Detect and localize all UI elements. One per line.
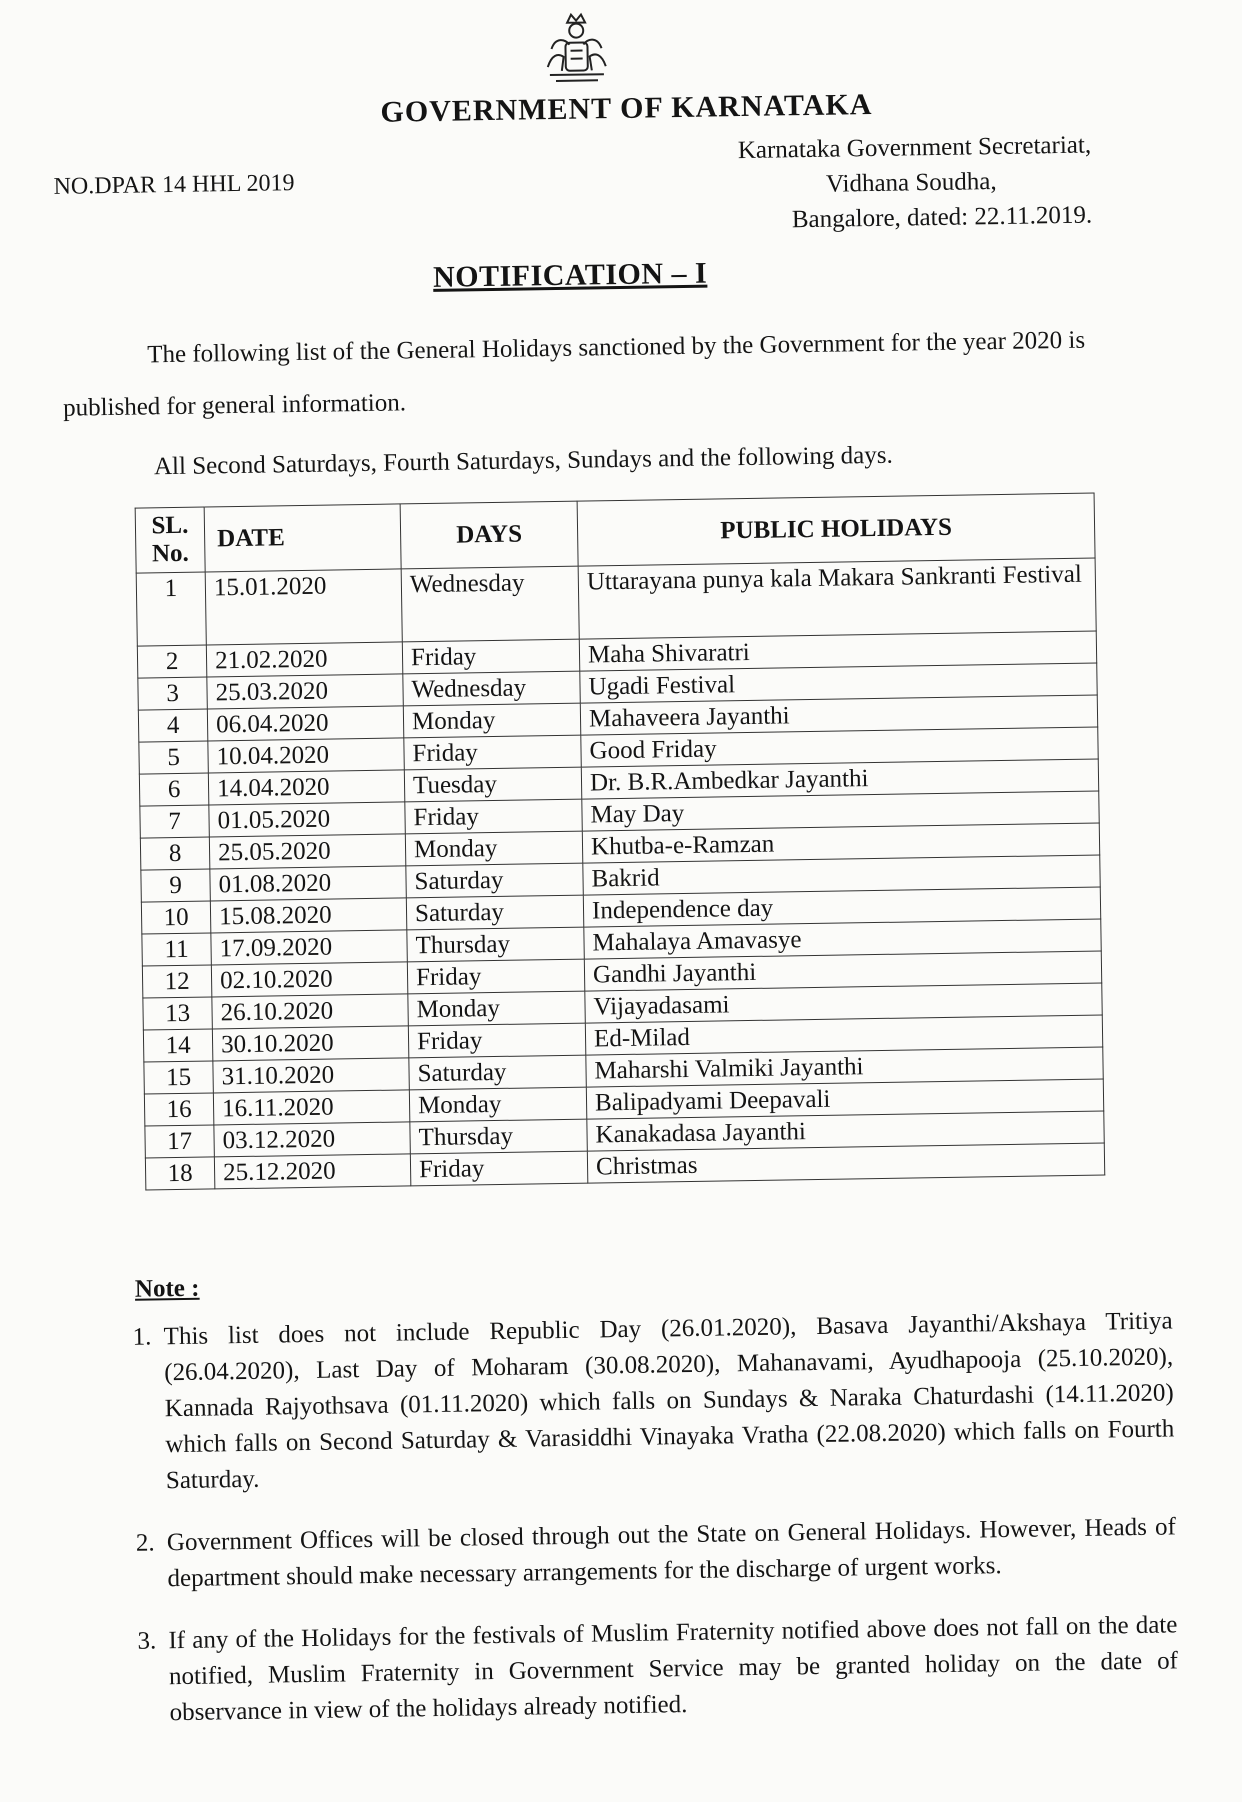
row-day: Friday: [410, 1151, 587, 1186]
row-date: 21.02.2020: [206, 642, 402, 677]
row-date: 25.03.2020: [207, 674, 403, 709]
row-holiday: Vijayadasami: [585, 983, 1102, 1023]
row-sl: 8: [140, 837, 209, 870]
row-holiday: Good Friday: [581, 727, 1098, 767]
row-date: 03.12.2020: [214, 1122, 410, 1157]
row-date: 31.10.2020: [213, 1058, 409, 1093]
row-day: Wednesday: [401, 566, 579, 642]
row-day: Monday: [409, 1087, 586, 1122]
row-date: 26.10.2020: [212, 994, 408, 1029]
row-day: Friday: [402, 639, 579, 674]
reference-number: NO.DPAR 14 HHL 2019: [53, 170, 295, 200]
row-date: 02.10.2020: [211, 962, 407, 997]
holidays-table: [135, 493, 1106, 1191]
row-date: 25.12.2020: [214, 1154, 410, 1189]
row-date: 30.10.2020: [212, 1026, 408, 1061]
row-holiday: Gandhi Jayanthi: [584, 951, 1101, 991]
row-date: 15.08.2020: [210, 898, 406, 933]
address-block: [691, 128, 1093, 239]
column-header-sl: SL. No.: [135, 507, 205, 573]
row-sl: 2: [137, 645, 206, 678]
row-sl: 5: [139, 741, 208, 774]
row-day: Wednesday: [403, 671, 580, 706]
row-date: 16.11.2020: [213, 1090, 409, 1125]
row-date: 17.09.2020: [211, 930, 407, 965]
row-date: 01.08.2020: [210, 866, 406, 901]
table-body: [136, 558, 1105, 1190]
row-sl: 14: [143, 1029, 212, 1062]
row-sl: 15: [144, 1061, 213, 1094]
row-holiday: Independence day: [583, 887, 1100, 927]
row-holiday: Mahaveera Jayanthi: [580, 695, 1097, 735]
row-holiday: Khutba-e-Ramzan: [582, 823, 1099, 863]
row-date: 25.05.2020: [209, 834, 405, 869]
row-day: Thursday: [410, 1119, 587, 1154]
notes-list: [109, 1303, 1179, 1758]
row-sl: 6: [139, 773, 208, 806]
row-sl: 9: [141, 869, 210, 902]
row-holiday: Ugadi Festival: [580, 663, 1097, 703]
row-date: 10.04.2020: [208, 738, 404, 773]
column-header-date: DATE: [204, 504, 401, 572]
row-sl: 7: [140, 805, 209, 838]
government-title: GOVERNMENT OF KARNATAKA: [380, 87, 873, 129]
row-day: Thursday: [407, 927, 584, 962]
row-day: Monday: [405, 831, 582, 866]
row-holiday: May Day: [582, 791, 1099, 831]
row-holiday: Dr. B.R.Ambedkar Jayanthi: [581, 759, 1098, 799]
row-sl: 3: [138, 677, 207, 710]
row-sl: 16: [144, 1093, 213, 1126]
address-line: Karnataka Government Secretariat,: [737, 131, 1092, 165]
row-day: Saturday: [409, 1055, 586, 1090]
row-holiday: Maharshi Valmiki Jayanthi: [586, 1047, 1103, 1087]
column-header-days: DAYS: [400, 501, 578, 569]
row-date: 14.04.2020: [208, 770, 404, 805]
row-day: Tuesday: [404, 767, 581, 802]
row-holiday: Maha Shivaratri: [579, 631, 1096, 671]
row-sl: 1: [136, 572, 206, 646]
row-day: Monday: [403, 703, 580, 738]
row-sl: 12: [142, 965, 211, 998]
row-sl: 13: [143, 997, 212, 1030]
row-date: 01.05.2020: [209, 802, 405, 837]
row-sl: 4: [138, 709, 207, 742]
note-item: 1. This list does not include Republic Day (26.01.2020), Basava Jayanthi/Akshaya Tritiya (26.04.2020), Last Day of Moharam (30.08.2020), Mahanavami, Ayudhapooja (25.10.2020), Kannada Rajyothsava (01.11.2020) which falls on Sundays & Naraka Chaturdashi (14.11.2020) which falls on Second Saturday & Varasiddhi Vinayaka Vratha (22.08.2020) which falls on Fourth Saturday.: [157, 1303, 1175, 1499]
state-emblem-icon: [537, 8, 616, 89]
intro-paragraph: The following list of the General Holidays sanctioned by the Government for the year 2020 is published for general information.: [62, 326, 1086, 422]
column-header-holidays: PUBLIC HOLIDAYS: [577, 493, 1095, 566]
row-holiday: Mahalaya Amavasye: [584, 919, 1101, 959]
row-day: Saturday: [406, 895, 583, 930]
row-day: Friday: [407, 959, 584, 994]
row-day: Friday: [408, 1023, 585, 1058]
row-holiday: Kanakadasa Jayanthi: [587, 1111, 1104, 1151]
notification-title: NOTIFICATION – I: [432, 256, 708, 294]
row-sl: 18: [145, 1157, 214, 1190]
row-sl: 10: [141, 901, 210, 934]
row-day: Monday: [408, 991, 585, 1026]
row-sl: 11: [142, 933, 211, 966]
note-heading: Note :: [134, 1274, 200, 1303]
row-day: Friday: [404, 735, 581, 770]
row-holiday: Bakrid: [583, 855, 1100, 895]
row-date: 15.01.2020: [205, 569, 402, 645]
row-holiday: Balipadyami Deepavali: [586, 1079, 1103, 1119]
note-item: 2. Government Offices will be closed through out the State on General Holidays. However, Heads of department should make necessary arrangements for the discharge of urgent works.: [161, 1509, 1177, 1597]
address-line: Vidhana Soudha,: [825, 168, 997, 198]
note-item: 3. If any of the Holidays for the festivals of Muslim Fraternity notified above does not fall on the date notified, Muslim Fraternity in Government Service may be granted holiday on the date of observance in view of the holidays already notified.: [162, 1607, 1179, 1731]
row-date: 06.04.2020: [207, 706, 403, 741]
row-day: Friday: [405, 799, 582, 834]
row-sl: 17: [145, 1125, 214, 1158]
row-holiday: Ed-Milad: [585, 1015, 1102, 1055]
row-holiday: Uttarayana punya kala Makara Sankranti Festival: [578, 558, 1096, 639]
row-holiday: Christmas: [587, 1143, 1104, 1183]
date-line: Bangalore, dated: 22.11.2019.: [791, 201, 1093, 234]
all-days-line: All Second Saturdays, Fourth Saturdays, Sundays and the following days.: [153, 441, 893, 481]
row-day: Saturday: [406, 863, 583, 898]
